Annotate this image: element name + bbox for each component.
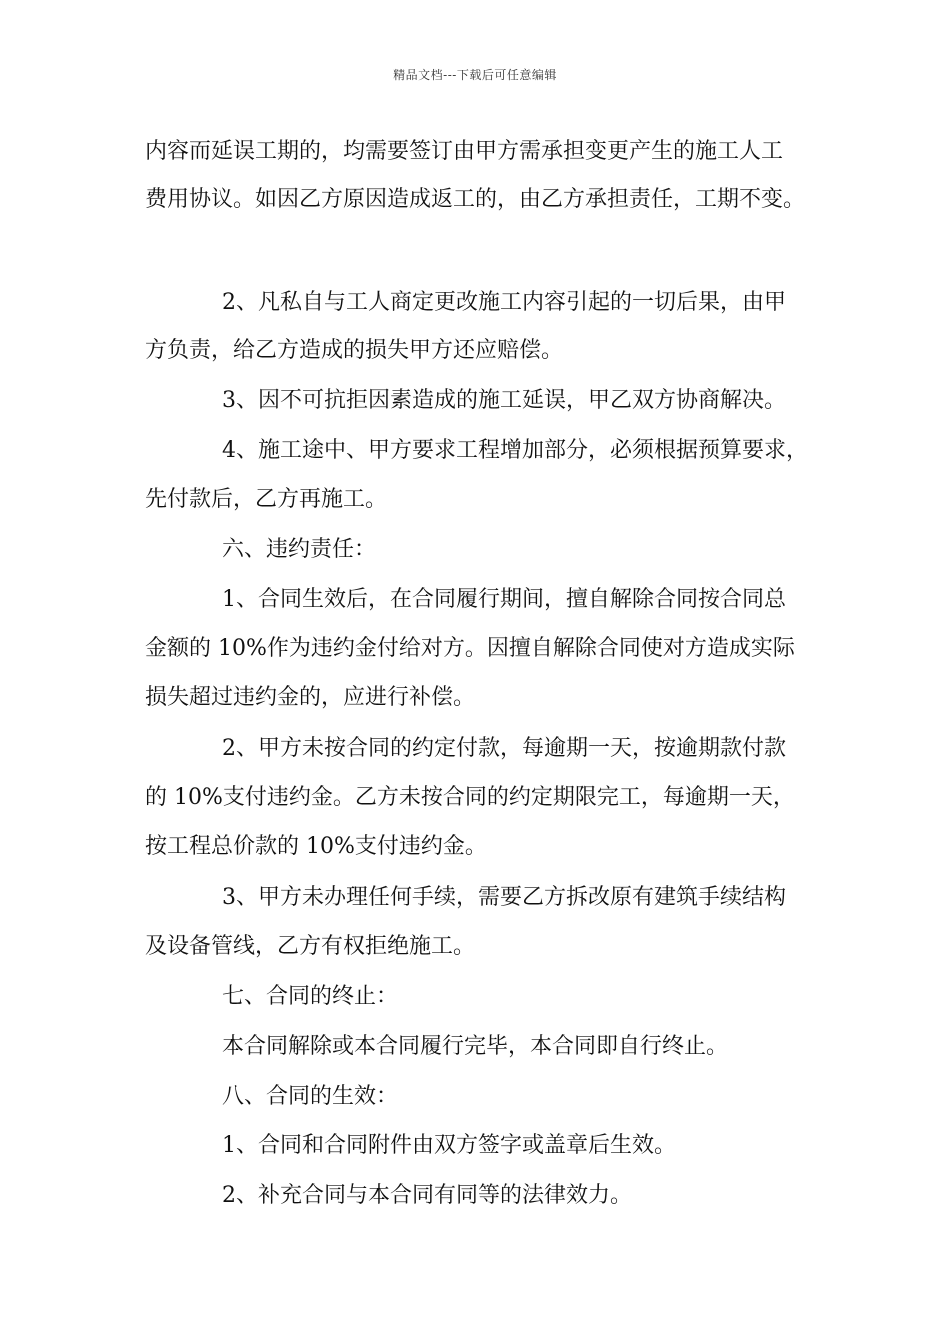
page-header: 精品文档---下载后可任意编辑 (393, 68, 557, 82)
text-line: 及设备管线，乙方有权拒绝施工。 (145, 934, 476, 959)
section-heading: 八、合同的生效： (222, 1084, 399, 1109)
text-line: 内容而延误工期的，均需要签订由甲方需承担变更产生的施工人工 (145, 139, 784, 164)
text-line: 3、因不可抗拒因素造成的施工延误，甲乙双方协商解决。 (222, 388, 786, 413)
text-line: 1、合同生效后，在合同履行期间，擅自解除合同按合同总 (222, 587, 786, 612)
text-line: 金额的 10%作为违约金付给对方。因擅自解除合同使对方造成实际 (145, 636, 795, 661)
text-line: 2、甲方未按合同的约定付款，每逾期一天，按逾期款付款 (222, 736, 786, 761)
text-line: 按工程总价款的 10%支付违约金。 (145, 834, 487, 859)
text-line: 方负责，给乙方造成的损失甲方还应赔偿。 (145, 338, 564, 363)
text-line: 4、施工途中、甲方要求工程增加部分，必须根据预算要求， (222, 438, 808, 463)
text-line: 损失超过违约金的，应进行补偿。 (145, 685, 476, 710)
text-line: 费用协议。如因乙方原因造成返工的，由乙方承担责任，工期不变。 (145, 187, 806, 212)
text-line: 的 10%支付违约金。乙方未按合同的约定期限完工，每逾期一天， (145, 785, 795, 810)
text-line: 3、甲方未办理任何手续，需要乙方拆改原有建筑手续结构 (222, 885, 786, 910)
text-line: 先付款后，乙方再施工。 (145, 487, 388, 512)
text-line: 2、补充合同与本合同有同等的法律效力。 (222, 1183, 632, 1208)
text-line: 2、凡私自与工人商定更改施工内容引起的一切后果，由甲 (222, 290, 786, 315)
text-line: 本合同解除或本合同履行完毕，本合同即自行终止。 (222, 1034, 729, 1059)
text-line: 1、合同和合同附件由双方签字或盖章后生效。 (222, 1133, 676, 1158)
section-heading: 七、合同的终止： (222, 984, 399, 1009)
section-heading: 六、违约责任： (222, 537, 377, 562)
